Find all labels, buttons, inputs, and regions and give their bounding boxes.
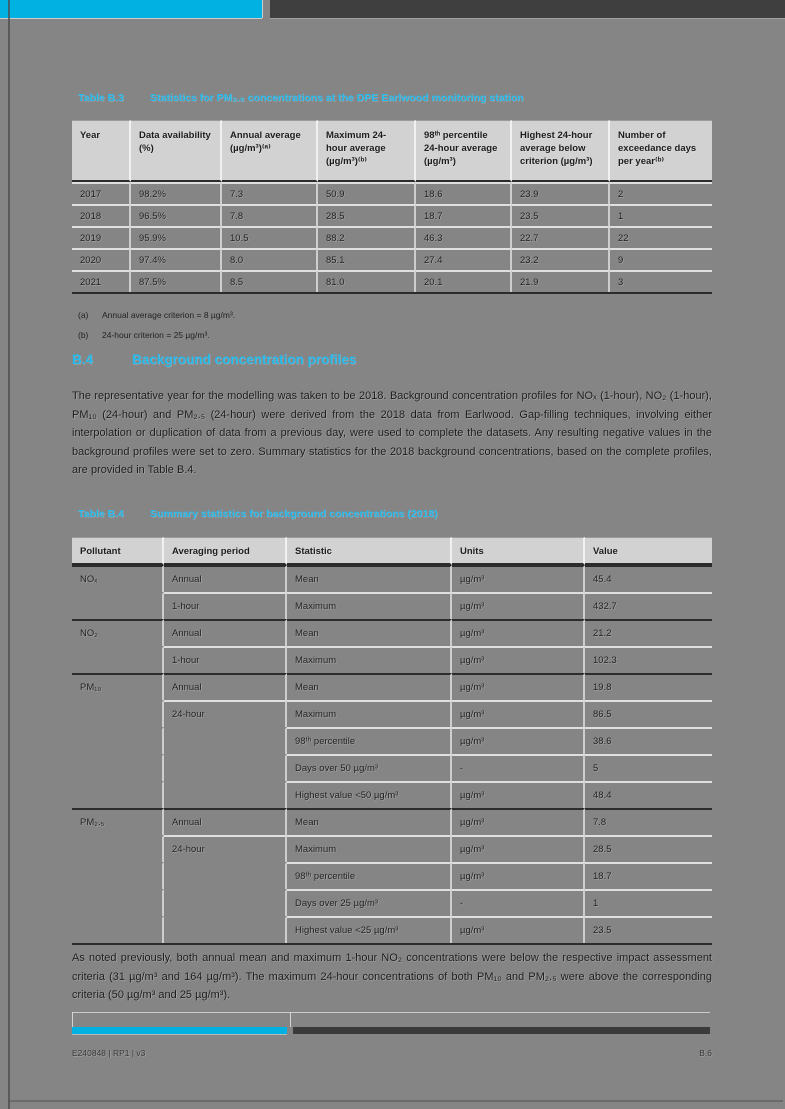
table-cell: 81.0 (318, 270, 416, 292)
table-b3-header (72, 120, 712, 182)
table-cell: Mean (287, 619, 452, 646)
table-b4-caption (78, 508, 712, 520)
table-cell: 19.8 (585, 673, 712, 700)
table-cell (72, 727, 164, 754)
table-cell: Annual (164, 808, 287, 835)
column-header-data-availability: Data availability (%) (131, 120, 222, 182)
table-cell: 85.1 (318, 248, 416, 270)
body-paragraph-1: The representative year for the modelling was taken to be 2018. Background concentration profiles for NOₓ (1-hour), NO₂ (1-hour), PM₁₀ (24-hour) and PM₂.₅ (24-hour) were derived from the 2018 data from Earlwood. Gap-filling techniques, involving either interpolation or duplication of data from a previous day, were used to complete the datasets. Any resulting negative values in the background profiles were set to zero. Summary statistics for the 2018 background concentrations, based on the complete profiles, are provided in Table B.4. (72, 390, 712, 477)
table-cell (72, 592, 164, 619)
table-cell: 27.4 (416, 248, 512, 270)
footer-hairline (72, 1012, 710, 1013)
table-b3 (72, 120, 712, 294)
section-number: B.4 (72, 352, 94, 367)
top-accent-bar-dark (270, 0, 785, 18)
table-cell: µg/m³ (452, 808, 585, 835)
table-cell: 21.9 (512, 270, 610, 292)
table-cell: Maximum (287, 835, 452, 862)
table-cell: Days over 50 µg/m³ (287, 754, 452, 781)
table-cell: 2 (610, 182, 712, 204)
table-cell: 97.4% (131, 248, 222, 270)
table-row (72, 646, 712, 673)
table-cell: 87.5% (131, 270, 222, 292)
table-row (72, 700, 712, 727)
footer-accent-bar-cyan (72, 1027, 287, 1034)
table-cell (72, 646, 164, 673)
column-header-annual-average: Annual average (µg/m³)⁽ᵃ⁾ (222, 120, 318, 182)
table-row (72, 835, 712, 862)
table-cell: µg/m³ (452, 781, 585, 808)
footer-tick-left (72, 1012, 73, 1027)
table-cell: 23.2 (512, 248, 610, 270)
table-cell (72, 889, 164, 916)
footnote-b-marker: (b) (78, 330, 89, 340)
table-cell: 86.5 (585, 700, 712, 727)
table-cell: 8.5 (222, 270, 318, 292)
footer-tick-mid (290, 1012, 291, 1027)
column-header-value: Value (585, 537, 712, 565)
table-cell (164, 916, 287, 943)
table-b4 (72, 537, 712, 945)
table-cell: 45.4 (585, 565, 712, 592)
table-cell: 2017 (72, 182, 131, 204)
footnote-a (78, 310, 708, 320)
section-heading (72, 352, 712, 367)
table-cell: 50.9 (318, 182, 416, 204)
table-cell: 1 (585, 889, 712, 916)
table-row (72, 754, 712, 781)
table-cell: 18.7 (416, 204, 512, 226)
table-b3-caption-text: Statistics for PM₂.₅ concentrations at the DPE Earlwood monitoring station (150, 92, 524, 104)
table-row (72, 916, 712, 943)
table-cell: 3 (610, 270, 712, 292)
column-header-statistic: Statistic (287, 537, 452, 565)
table-cell (164, 862, 287, 889)
table-cell: 18.6 (416, 182, 512, 204)
table-cell: 9 (610, 248, 712, 270)
table-cell: 2020 (72, 248, 131, 270)
table-cell: 48.4 (585, 781, 712, 808)
table-row (72, 727, 712, 754)
table-cell: NOₓ (72, 565, 164, 592)
table-cell: Highest value <25 µg/m³ (287, 916, 452, 943)
table-cell: 18.7 (585, 862, 712, 889)
table-cell: 98ᵗʰ percentile (287, 727, 452, 754)
table-cell: 28.5 (318, 204, 416, 226)
table-cell: 23.5 (585, 916, 712, 943)
table-cell: 24-hour (164, 700, 287, 727)
table-cell: - (452, 754, 585, 781)
table-cell (164, 781, 287, 808)
section-title: Background concentration profiles (132, 352, 357, 367)
table-cell: µg/m³ (452, 619, 585, 646)
table-cell (72, 700, 164, 727)
table-row (72, 862, 712, 889)
table-cell: Mean (287, 808, 452, 835)
table-cell: 7.3 (222, 182, 318, 204)
table-cell: Maximum (287, 700, 452, 727)
table-row (72, 270, 712, 292)
column-header-units: Units (452, 537, 585, 565)
table-cell (164, 727, 287, 754)
table-cell: µg/m³ (452, 592, 585, 619)
table-cell: µg/m³ (452, 646, 585, 673)
table-cell (72, 754, 164, 781)
table-row (72, 182, 712, 204)
table-header-row (72, 537, 712, 565)
table-cell: 8.0 (222, 248, 318, 270)
table-cell: µg/m³ (452, 673, 585, 700)
table-cell: µg/m³ (452, 862, 585, 889)
table-b3-caption (78, 92, 712, 104)
table-cell: 98ᵗʰ percentile (287, 862, 452, 889)
table-cell: 96.5% (131, 204, 222, 226)
footnote-b-text: 24-hour criterion = 25 µg/m³. (102, 330, 210, 340)
footnote-a-marker: (a) (78, 310, 89, 320)
table-row (72, 781, 712, 808)
column-header-averaging-period: Averaging period (164, 537, 287, 565)
table-cell: 2019 (72, 226, 131, 248)
table-header-row (72, 120, 712, 182)
table-cell: 7.8 (222, 204, 318, 226)
table-cell: µg/m³ (452, 565, 585, 592)
table-cell: 28.5 (585, 835, 712, 862)
table-row (72, 248, 712, 270)
table-b4-caption-text: Summary statistics for background concentrations (2018) (150, 508, 438, 520)
table-cell: 23.9 (512, 182, 610, 204)
table-cell: 7.8 (585, 808, 712, 835)
table-cell: 2021 (72, 270, 131, 292)
footnote-a-text: Annual average criterion = 8 µg/m³. (102, 310, 236, 320)
table-cell: 22.7 (512, 226, 610, 248)
table-row (72, 592, 712, 619)
column-header-highest-below-criterion: Highest 24-hour average below criterion (µg/m³) (512, 120, 610, 182)
table-cell: Mean (287, 673, 452, 700)
table-row (72, 226, 712, 248)
table-cell: Maximum (287, 646, 452, 673)
table-cell (164, 754, 287, 781)
table-cell: 102.3 (585, 646, 712, 673)
table-cell: PM₁₀ (72, 673, 164, 700)
column-header-max-24h: Maximum 24-hour average (µg/m³)⁽ᵇ⁾ (318, 120, 416, 182)
table-b3-body (72, 182, 712, 292)
page-bottom-edge-line (8, 1100, 783, 1102)
table-cell: Highest value <50 µg/m³ (287, 781, 452, 808)
top-accent-bar-cyan (0, 0, 262, 18)
table-cell: Maximum (287, 592, 452, 619)
table-row (72, 204, 712, 226)
table-cell: 24-hour (164, 835, 287, 862)
table-cell: 98.2% (131, 182, 222, 204)
table-row (72, 619, 712, 646)
table-cell (72, 835, 164, 862)
table-cell: Annual (164, 619, 287, 646)
table-cell: µg/m³ (452, 916, 585, 943)
footer-accent-bar-dark (293, 1027, 710, 1034)
footer-document-reference: E240848 | RP1 | v3 (72, 1048, 146, 1058)
table-cell (72, 916, 164, 943)
table-cell: 10.5 (222, 226, 318, 248)
table-row (72, 808, 712, 835)
table-cell: µg/m³ (452, 700, 585, 727)
table-row (72, 889, 712, 916)
column-header-year: Year (72, 120, 131, 182)
table-cell: 20.1 (416, 270, 512, 292)
table-cell: 1 (610, 204, 712, 226)
table-row (72, 565, 712, 592)
table-cell: Mean (287, 565, 452, 592)
table-cell: 21.2 (585, 619, 712, 646)
table-b4-label: Table B.4 (78, 508, 124, 520)
table-cell: - (452, 889, 585, 916)
column-header-exceedance-days: Number of exceedance days per year⁽ᵇ⁾ (610, 120, 712, 182)
column-header-pollutant: Pollutant (72, 537, 164, 565)
footnote-b (78, 330, 708, 340)
table-cell: 38.6 (585, 727, 712, 754)
table-cell (164, 889, 287, 916)
table-cell: 23.5 (512, 204, 610, 226)
table-cell (72, 862, 164, 889)
table-cell (72, 781, 164, 808)
table-cell: 1-hour (164, 646, 287, 673)
table-cell: µg/m³ (452, 835, 585, 862)
table-cell: Days over 25 µg/m³ (287, 889, 452, 916)
table-cell: 88.2 (318, 226, 416, 248)
table-b4-header (72, 537, 712, 565)
table-cell: 2018 (72, 204, 131, 226)
table-cell: 46.3 (416, 226, 512, 248)
table-cell: 432.7 (585, 592, 712, 619)
table-row (72, 673, 712, 700)
table-cell: 5 (585, 754, 712, 781)
table-cell: NO₂ (72, 619, 164, 646)
table-cell: µg/m³ (452, 727, 585, 754)
table-b4-body (72, 565, 712, 943)
table-b3-label: Table B.3 (78, 92, 124, 104)
table-cell: PM₂.₅ (72, 808, 164, 835)
table-cell: Annual (164, 565, 287, 592)
table-cell: 95.9% (131, 226, 222, 248)
column-header-98th-percentile: 98ᵗʰ percentile 24-hour average (µg/m³) (416, 120, 512, 182)
footer-page-number: B.6 (699, 1048, 712, 1058)
page-left-edge-line (8, 0, 10, 1109)
table-cell: 22 (610, 226, 712, 248)
table-cell: 1-hour (164, 592, 287, 619)
body-paragraph-2: As noted previously, both annual mean and maximum 1-hour NO₂ concentrations were below the respective impact assessment criteria (31 µg/m³ and 164 µg/m³). The maximum 24-hour concentrations of both PM₁₀ and PM₂.₅ were above the corresponding criteria (50 µg/m³ and 25 µg/m³). (72, 952, 712, 1002)
table-cell: Annual (164, 673, 287, 700)
